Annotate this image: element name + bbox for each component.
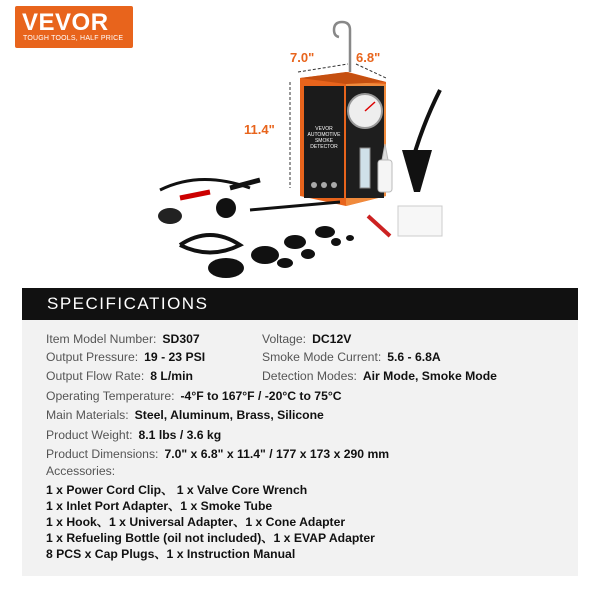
spec-row-product-weight xyxy=(46,428,221,442)
inlet-port-adapter xyxy=(216,198,236,218)
spec-value: -4°F to 167°F / -20°C to 75°C xyxy=(180,389,342,403)
spec-label: Output Flow Rate: xyxy=(46,369,145,383)
device-label-line1: AUTOMOTIVE xyxy=(307,132,341,138)
specifications-title: SPECIFICATIONS xyxy=(47,294,209,313)
universal-adapter xyxy=(250,202,340,210)
brand-logo-badge xyxy=(15,6,133,48)
specifications-header xyxy=(22,288,578,320)
spec-row-main-materials xyxy=(46,408,324,422)
accessory-line: 1 x Refueling Bottle (oil not included)、1 x EVAP Adapter xyxy=(46,531,375,545)
accessory-line: 1 x Power Cord Clip、 1 x Valve Core Wrench xyxy=(46,483,308,497)
device-label-line3: DETECTOR xyxy=(310,144,338,150)
spec-label: Output Pressure: xyxy=(46,350,139,364)
spec-label: Detection Modes: xyxy=(262,369,357,383)
device-label xyxy=(306,126,342,150)
spec-label: Product Dimensions: xyxy=(46,447,159,461)
height-dimension-label: 11.4" xyxy=(244,122,275,137)
power-cord-clip xyxy=(180,192,210,198)
accessory-line: 8 PCS x Cap Plugs、1 x Instruction Manual xyxy=(46,547,296,561)
spec-row-product-dimensions xyxy=(46,447,389,461)
device-label-line2: SMOKE xyxy=(314,138,334,144)
device-label-small: VEVOR xyxy=(315,126,333,132)
accessories-title: Accessories: xyxy=(46,464,116,478)
spec-label: Smoke Mode Current: xyxy=(262,350,382,364)
brand-tagline: TOUGH TOOLS, HALF PRICE xyxy=(23,35,124,42)
spec-value: 8 L/min xyxy=(150,369,193,383)
spec-label: Operating Temperature: xyxy=(46,389,175,403)
coiled-hose xyxy=(180,235,240,253)
specifications-panel xyxy=(22,288,578,576)
spec-row-smoke-mode-current xyxy=(262,350,441,364)
spec-row-detection-modes xyxy=(262,369,497,383)
depth-dimension-label: 6.8" xyxy=(356,50,381,65)
cap-plugs xyxy=(208,226,354,278)
spec-label: Voltage: xyxy=(262,332,307,346)
evap-adapter xyxy=(368,216,390,236)
spec-value: 7.0" x 6.8" x 11.4" / 177 x 173 x 290 mm xyxy=(164,447,390,461)
brand-logo-text: VEVOR xyxy=(22,9,109,36)
product-illustration xyxy=(140,20,580,285)
spec-label: Product Weight: xyxy=(46,428,133,442)
spec-label: Main Materials: xyxy=(46,408,129,422)
hand-pump xyxy=(158,208,182,224)
accessory-line: 1 x Inlet Port Adapter、1 x Smoke Tube xyxy=(46,499,273,513)
spec-value: DC12V xyxy=(312,332,352,346)
spec-label: Item Model Number: xyxy=(46,332,157,346)
spec-value: 8.1 lbs / 3.6 kg xyxy=(138,428,222,442)
spec-value: SD307 xyxy=(162,332,200,346)
spec-row-output-pressure xyxy=(46,350,205,364)
spec-value: Steel, Aluminum, Brass, Silicone xyxy=(134,408,324,422)
spec-value: 19 - 23 PSI xyxy=(144,350,206,364)
spec-value: Air Mode, Smoke Mode xyxy=(362,369,497,383)
spec-row-model xyxy=(46,332,200,346)
flow-meter xyxy=(360,148,370,188)
width-dimension-label: 7.0" xyxy=(290,50,315,65)
spec-row-voltage xyxy=(262,332,351,346)
instruction-manual xyxy=(398,206,442,236)
width-dim-line xyxy=(298,64,348,72)
accessory-line: 1 x Hook、1 x Universal Adapter、1 x Cone Adapter xyxy=(46,515,346,529)
spec-value: 5.6 - 6.8A xyxy=(387,350,441,364)
spec-row-operating-temperature xyxy=(46,389,342,403)
cone-adapter xyxy=(402,150,432,192)
spec-row-output-flow-rate xyxy=(46,369,193,383)
